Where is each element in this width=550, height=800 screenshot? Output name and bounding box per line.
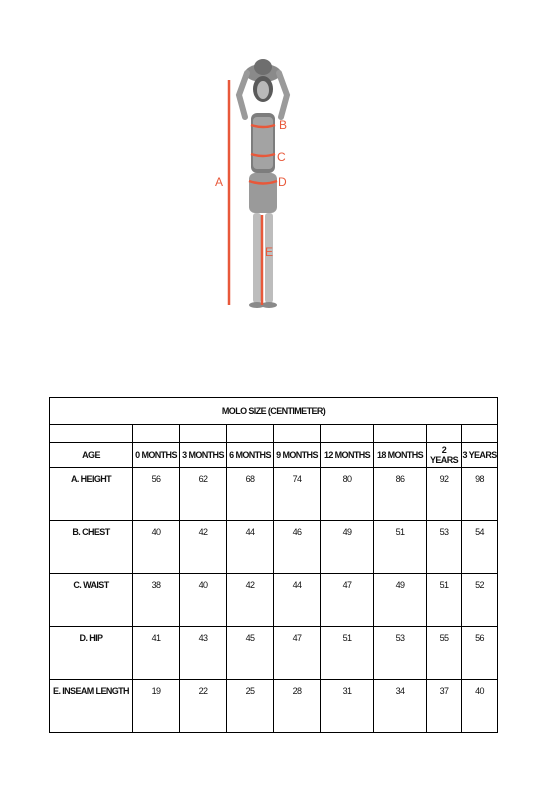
blank-cell [274, 425, 321, 443]
table-cell: 46 [274, 521, 321, 574]
table-cell: 52 [462, 574, 498, 627]
table-cell: 80 [321, 468, 374, 521]
table-cell: 56 [462, 627, 498, 680]
label-e: E [265, 245, 274, 259]
table-row [50, 468, 498, 521]
table-cell: 49 [321, 521, 374, 574]
label-d: D [278, 175, 287, 189]
label-a: A [215, 175, 224, 189]
label-b: B [279, 118, 288, 132]
table-cell: 92 [427, 468, 462, 521]
table-row [50, 680, 498, 733]
table-cell: 37 [427, 680, 462, 733]
column-header: AGE [50, 443, 133, 468]
column-header: 9 MONTHS [274, 443, 321, 468]
table-cell: 43 [180, 627, 227, 680]
table-cell: 53 [374, 627, 427, 680]
table-row [50, 627, 498, 680]
row-label: E. INSEAM LENGTH [50, 680, 133, 733]
row-label: D. HIP [50, 627, 133, 680]
table-cell: 49 [374, 574, 427, 627]
table-title: MOLO SIZE (CENTIMETER) [50, 398, 498, 425]
table-cell: 19 [133, 680, 180, 733]
column-header: 3 MONTHS [180, 443, 227, 468]
table-cell: 45 [227, 627, 274, 680]
column-header: 2 YEARS [427, 443, 462, 468]
table-cell: 42 [180, 521, 227, 574]
column-header: 12 MONTHS [321, 443, 374, 468]
table-cell: 31 [321, 680, 374, 733]
row-label: A. HEIGHT [50, 468, 133, 521]
table-cell: 25 [227, 680, 274, 733]
table-cell: 55 [427, 627, 462, 680]
blank-cell [374, 425, 427, 443]
size-chart-table [49, 397, 498, 733]
table-cell: 40 [133, 521, 180, 574]
table-cell: 53 [427, 521, 462, 574]
label-c: C [277, 150, 286, 164]
blank-cell [321, 425, 374, 443]
row-label: B. CHEST [50, 521, 133, 574]
blank-cell [462, 425, 498, 443]
table-cell: 42 [227, 574, 274, 627]
table-cell: 47 [321, 574, 374, 627]
table-cell: 44 [274, 574, 321, 627]
row-label: C. WAIST [50, 574, 133, 627]
child-measurement-illustration [205, 55, 315, 320]
blank-cell [427, 425, 462, 443]
table-cell: 51 [427, 574, 462, 627]
blank-cell [133, 425, 180, 443]
table-cell: 68 [227, 468, 274, 521]
blank-cell [50, 425, 133, 443]
table-cell: 62 [180, 468, 227, 521]
size-model-figure [205, 55, 315, 320]
table-cell: 34 [374, 680, 427, 733]
table-cell: 40 [462, 680, 498, 733]
table-cell: 54 [462, 521, 498, 574]
table-cell: 74 [274, 468, 321, 521]
table-row [50, 574, 498, 627]
table-cell: 47 [274, 627, 321, 680]
table-cell: 98 [462, 468, 498, 521]
column-header: 3 YEARS [462, 443, 498, 468]
table-cell: 41 [133, 627, 180, 680]
table-cell: 22 [180, 680, 227, 733]
table-row [50, 521, 498, 574]
table-cell: 28 [274, 680, 321, 733]
table-cell: 38 [133, 574, 180, 627]
blank-cell [180, 425, 227, 443]
column-header: 18 MONTHS [374, 443, 427, 468]
table-cell: 56 [133, 468, 180, 521]
column-header: 0 MONTHS [133, 443, 180, 468]
table-cell: 40 [180, 574, 227, 627]
blank-cell [227, 425, 274, 443]
table-cell: 44 [227, 521, 274, 574]
table-cell: 86 [374, 468, 427, 521]
table-cell: 51 [321, 627, 374, 680]
table-cell: 51 [374, 521, 427, 574]
column-header: 6 MONTHS [227, 443, 274, 468]
